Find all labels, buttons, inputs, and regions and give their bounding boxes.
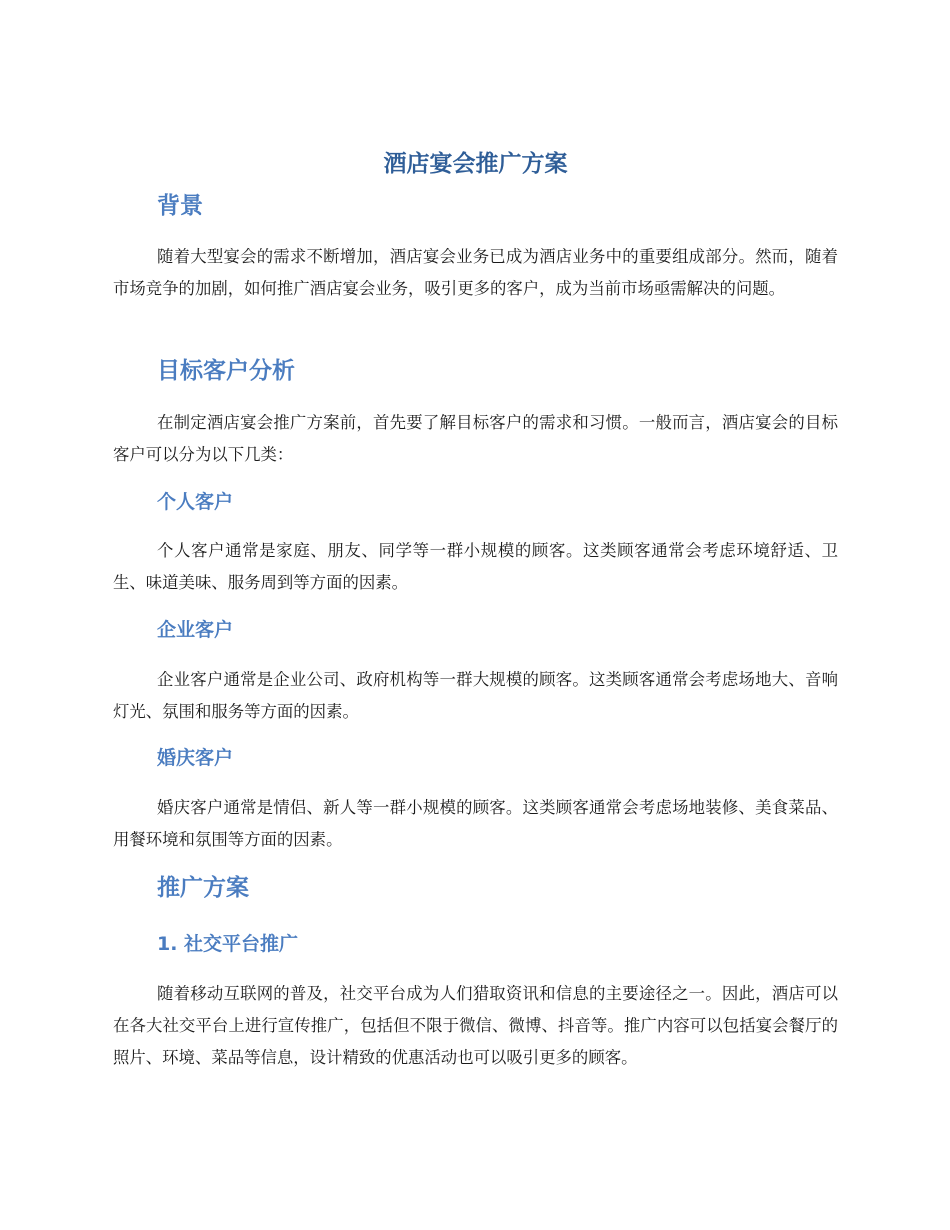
document-title: 酒店宴会推广方案: [383, 151, 568, 177]
heading-promotion-plan: 推广方案: [157, 875, 249, 901]
paragraph-wedding-customers: 婚庆客户通常是情侣、新人等一群小规模的顾客。这类顾客通常会考虑场地装修、美食菜品、用餐环境和氛围等方面的因素。: [113, 798, 838, 849]
paragraph-target-customers: 在制定酒店宴会推广方案前，首先要了解目标客户的需求和习惯。一般而言，酒店宴会的目标客户可以分为以下几类：: [113, 413, 838, 464]
paragraph-corporate-customers: 企业客户通常是企业公司、政府机构等一群大规模的顾客。这类顾客通常会考虑场地大、音响灯光、氛围和服务等方面的因素。: [113, 670, 838, 721]
paragraph-personal-customers: 个人客户通常是家庭、朋友、同学等一群小规模的顾客。这类顾客通常会考虑环境舒适、卫生、味道美味、服务周到等方面的因素。: [113, 541, 838, 592]
heading-target-customers: 目标客户分析: [157, 358, 295, 384]
heading-personal-customers: 个人客户: [157, 491, 234, 513]
paragraph-background: 随着大型宴会的需求不断增加，酒店宴会业务已成为酒店业务中的重要组成部分。然而，随着市场竞争的加剧，如何推广酒店宴会业务，吸引更多的客户，成为当前市场亟需解决的问题。: [113, 247, 838, 298]
heading-social-promotion: 1. 社交平台推广: [157, 933, 299, 955]
heading-corporate-customers: 企业客户: [157, 619, 234, 641]
heading-background: 背景: [157, 193, 203, 219]
heading-wedding-customers: 婚庆客户: [157, 747, 234, 769]
paragraph-social-promotion: 随着移动互联网的普及，社交平台成为人们猎取资讯和信息的主要途径之一。因此，酒店可以在各大社交平台上进行宣传推广，包括但不限于微信、微博、抖音等。推广内容可以包括宴会餐厅的照片、环境、菜品等信息，设计精致的优惠活动也可以吸引更多的顾客。: [113, 984, 838, 1067]
